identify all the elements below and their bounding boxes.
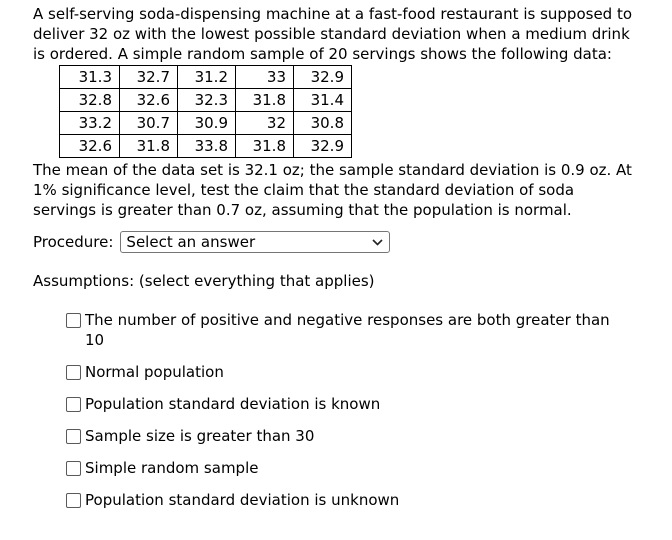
procedure-label: Procedure: (33, 233, 114, 251)
option-label: Population standard deviation is known (85, 395, 381, 413)
list-item (64, 490, 639, 510)
table-cell: 30.9 (178, 112, 236, 135)
assumptions-list (64, 310, 639, 510)
problem-intro: A self-serving soda-dispensing machine at a fast-food restaurant is supposed to deliver 32 oz with the lowest possible standard deviation when a medium drink is ordered. A simple random sample of 20 servings shows the following data: (33, 5, 633, 63)
table-cell: 32.3 (178, 89, 236, 112)
table-cell: 31.3 (60, 66, 120, 89)
table-cell: 32.6 (60, 135, 120, 158)
chevron-down-icon (372, 239, 383, 246)
table-cell: 32 (236, 112, 294, 135)
list-item (64, 310, 639, 350)
checkbox-option-1[interactable] (66, 313, 81, 328)
table-cell: 32.9 (294, 66, 352, 89)
procedure-select[interactable] (120, 231, 390, 253)
table-row (60, 66, 352, 89)
table-cell: 30.8 (294, 112, 352, 135)
checkbox-option-2[interactable] (66, 365, 81, 380)
option-label: Population standard deviation is unknown (85, 491, 400, 509)
option-label: Sample size is greater than 30 (85, 427, 315, 445)
table-cell: 31.8 (120, 135, 178, 158)
procedure-row (33, 231, 639, 253)
option-label: Simple random sample (85, 459, 259, 477)
option-label: Normal population (85, 363, 224, 381)
checkbox-option-3[interactable] (66, 397, 81, 412)
table-cell: 32.9 (294, 135, 352, 158)
procedure-select-value: Select an answer (126, 233, 256, 251)
table-cell: 33.8 (178, 135, 236, 158)
table-cell: 31.8 (236, 135, 294, 158)
problem-statistics: The mean of the data set is 32.1 oz; the sample standard deviation is 0.9 oz. At 1% significance level, test the claim that the standard deviation of soda servings is greater than 0.7 oz, assuming that the population is normal. (33, 161, 632, 219)
table-cell: 30.7 (120, 112, 178, 135)
table-cell: 31.8 (236, 89, 294, 112)
checkbox-option-4[interactable] (66, 429, 81, 444)
assumptions-title: Assumptions: (select everything that applies) (33, 272, 375, 290)
list-item (64, 362, 639, 382)
table-row (60, 89, 352, 112)
list-item (64, 394, 639, 414)
table-row (60, 112, 352, 135)
option-label: The number of positive and negative responses are both greater than 10 (85, 311, 610, 349)
table-cell: 32.6 (120, 89, 178, 112)
list-item (64, 458, 639, 478)
table-cell: 33 (236, 66, 294, 89)
table-cell: 33.2 (60, 112, 120, 135)
table-cell: 32.8 (60, 89, 120, 112)
checkbox-option-6[interactable] (66, 493, 81, 508)
table-cell: 31.2 (178, 66, 236, 89)
checkbox-option-5[interactable] (66, 461, 81, 476)
table-row (60, 135, 352, 158)
question-container (33, 4, 639, 522)
data-table (59, 65, 352, 158)
table-cell: 31.4 (294, 89, 352, 112)
list-item (64, 426, 639, 446)
table-cell: 32.7 (120, 66, 178, 89)
